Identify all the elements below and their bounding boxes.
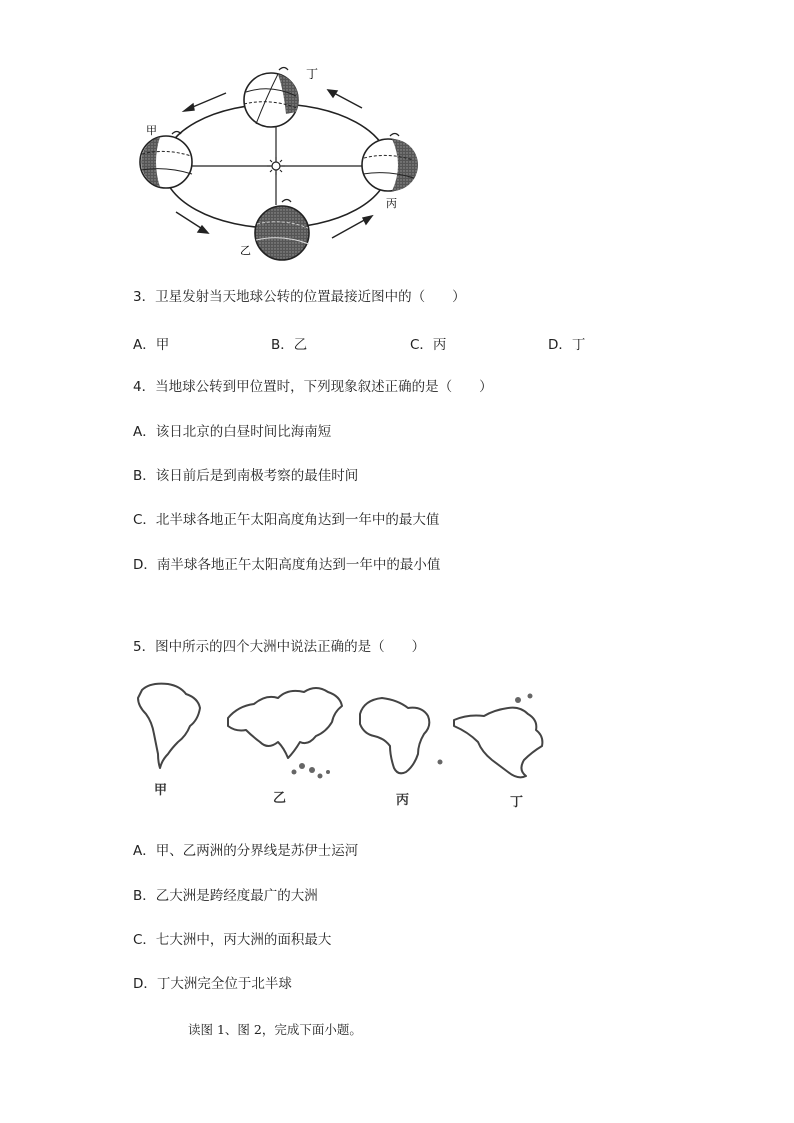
sun-icon [267, 157, 285, 175]
earth-yi [255, 200, 309, 261]
q5-option-a: A．甲、乙两洲的分界线是苏伊士运河 [133, 843, 359, 859]
label-yi: 乙 [240, 244, 251, 257]
continent-label-yi: 乙 [273, 791, 287, 806]
africa-icon [360, 698, 429, 773]
label-bing: 丙 [386, 197, 397, 210]
q4-option-b: B．该日前后是到南极考察的最佳时间 [133, 468, 359, 484]
earth-ding [244, 68, 299, 128]
earth-bing [362, 134, 418, 192]
instruction-note: 读图 1、图 2，完成下面小题。 [188, 1022, 362, 1037]
north-america-icon [454, 708, 542, 778]
q4-option-a: A．该日北京的白昼时间比海南短 [133, 424, 332, 440]
continents-figure [128, 676, 558, 812]
q4-option-c: C．北半球各地正午太阳高度角达到一年中的最大值 [133, 512, 440, 528]
continent-label-ding: 丁 [510, 795, 524, 810]
q3-option-d: D．丁 [548, 337, 586, 353]
label-ding: 丁 [306, 67, 319, 81]
q3-option-b: B．乙 [271, 337, 308, 353]
q3-option-a: A．甲 [133, 337, 170, 353]
q5-stem: 5．图中所示的四个大洲中说法正确的是（ ） [133, 639, 426, 655]
label-jia: 甲 [146, 124, 157, 137]
orbit-figure [136, 62, 420, 268]
q5-option-c: C．七大洲中，丙大洲的面积最大 [133, 932, 332, 948]
q3-stem: 3．卫星发射当天地球公转的位置最接近图中的（ ） [133, 289, 466, 305]
asia-icon [228, 688, 342, 758]
q5-option-b: B．乙大洲是跨经度最广的大洲 [133, 888, 318, 904]
q4-option-d: D．南半球各地正午太阳高度角达到一年中的最小值 [133, 557, 441, 573]
q3-option-c: C．丙 [410, 337, 447, 353]
earth-jia [140, 132, 192, 189]
continent-label-jia: 甲 [154, 783, 168, 798]
continent-label-bing: 丙 [396, 793, 410, 808]
q5-option-d: D．丁大洲完全位于北半球 [133, 976, 292, 992]
south-america-icon [138, 684, 200, 768]
q4-stem: 4．当地球公转到甲位置时，下列现象叙述正确的是（ ） [133, 379, 493, 395]
